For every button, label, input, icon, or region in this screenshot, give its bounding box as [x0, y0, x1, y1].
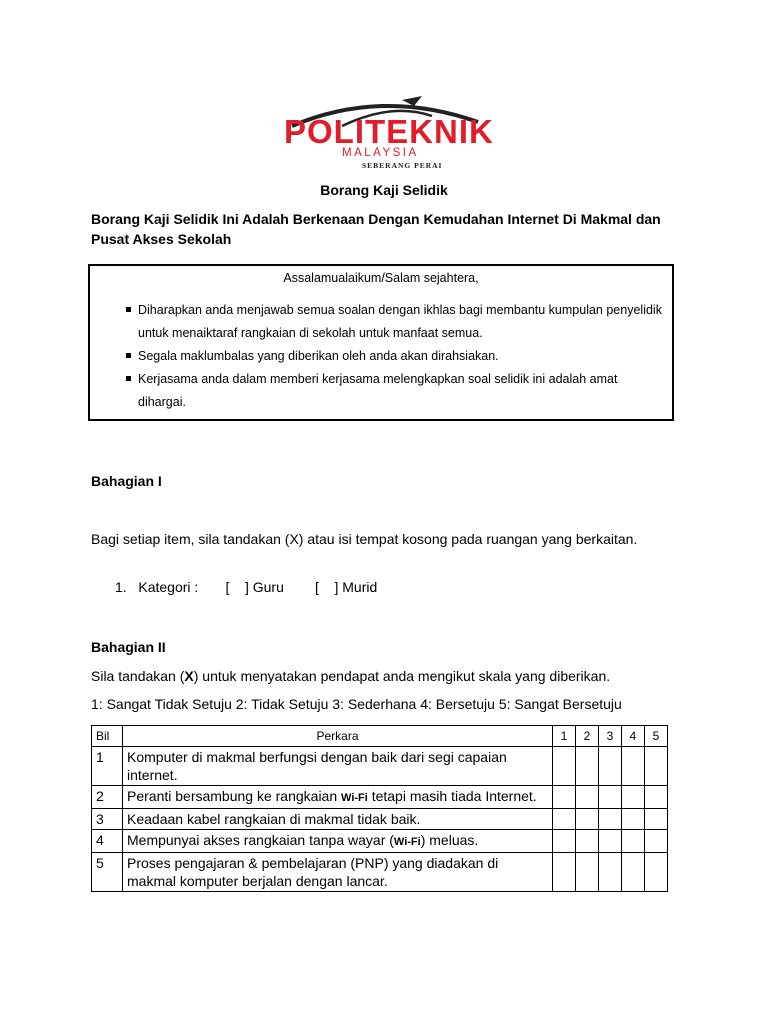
row-statement — [123, 786, 553, 809]
rating-cell[interactable] — [576, 853, 599, 892]
wifi-term: Wi-Fi — [341, 792, 368, 804]
rating-cell[interactable] — [553, 786, 576, 809]
intro-bullet-text: Segala maklumbalas yang diberikan oleh anda akan dirahsiakan. — [138, 349, 499, 363]
rating-cell[interactable] — [599, 830, 622, 853]
statement-text: Mempunyai akses rangkaian tanpa wayar ( — [127, 832, 394, 848]
intro-bullet — [114, 368, 666, 414]
instruction-mark: X — [184, 668, 194, 684]
logo-campus-text: SEBERANG PERAI — [362, 161, 443, 170]
bullet-marker-icon — [126, 307, 131, 312]
row-number: 3 — [92, 809, 123, 830]
rating-cell[interactable] — [645, 830, 668, 853]
header-scale-2: 2 — [576, 726, 599, 747]
question-number: 1. — [115, 579, 127, 595]
table-header-row — [92, 726, 668, 747]
table-row — [92, 747, 668, 786]
rating-cell[interactable] — [622, 830, 645, 853]
intro-bullet-text: Kerjasama anda dalam memberi kerjasama melengkapkan soal selidik ini adalah amat dihargai. — [138, 372, 618, 409]
row-number: 2 — [92, 786, 123, 809]
rating-cell[interactable] — [622, 786, 645, 809]
bullet-marker-icon — [126, 353, 131, 358]
rating-cell[interactable] — [599, 853, 622, 892]
row-number: 5 — [92, 853, 123, 892]
intro-bullet — [114, 299, 666, 345]
option-guru-checkbox[interactable]: [ ] Guru — [225, 579, 284, 595]
statement-text: ) meluas. — [420, 832, 479, 848]
rating-cell[interactable] — [645, 853, 668, 892]
rating-cell[interactable] — [645, 809, 668, 830]
form-title: Borang Kaji Selidik — [320, 182, 448, 198]
rating-cell[interactable] — [553, 830, 576, 853]
row-number: 4 — [92, 830, 123, 853]
politeknik-logo — [282, 92, 494, 172]
rating-cell[interactable] — [645, 786, 668, 809]
row-statement: Keadaan kabel rangkaian di makmal tidak baik. — [123, 809, 553, 830]
logo-brand-text: POLITEKNIK — [284, 113, 494, 150]
rating-cell[interactable] — [622, 747, 645, 786]
header-scale-3: 3 — [599, 726, 622, 747]
rating-cell[interactable] — [622, 809, 645, 830]
wifi-term: Wi-Fi — [393, 836, 421, 848]
rating-scale-legend: 1: Sangat Tidak Setuju 2: Tidak Setuju 3: Sederhana 4: Bersetuju 5: Sangat Bersetuju — [91, 696, 622, 712]
intro-bullet — [114, 345, 666, 368]
header-scale-1: 1 — [553, 726, 576, 747]
statement-text: tetapi masih tiada Internet. — [367, 788, 537, 804]
form-subtitle: Borang Kaji Selidik Ini Adalah Berkenaan Dengan Kemudahan Internet Di Makmal dan Pusat Akses Sekolah — [91, 211, 661, 247]
rating-table — [91, 725, 668, 892]
instruction-text-post: ) untuk menyatakan pendapat anda mengikut skala yang diberikan. — [193, 668, 611, 684]
section1-title: Bahagian I — [91, 473, 162, 489]
table-row — [92, 786, 668, 809]
section2-title: Bahagian II — [91, 639, 166, 655]
rating-cell[interactable] — [576, 809, 599, 830]
table-row — [92, 809, 668, 830]
header-perkara: Perkara — [123, 726, 553, 747]
rating-cell[interactable] — [645, 747, 668, 786]
rating-cell[interactable] — [599, 786, 622, 809]
table-row — [92, 830, 668, 853]
header-bil: Bil — [92, 726, 123, 747]
intro-bullet-text: Diharapkan anda menjawab semua soalan dengan ikhlas bagi membantu kumpulan penyelidik untuk menaiktaraf rangkaian di sekolah untuk manfaat semua. — [138, 303, 662, 340]
rating-cell[interactable] — [576, 786, 599, 809]
greeting-text: Assalamualaikum/Salam sejahtera, — [283, 271, 479, 285]
section1-instruction: Bagi setiap item, sila tandakan (X) atau isi tempat kosong pada ruangan yang berkaitan. — [91, 531, 638, 547]
bullet-marker-icon — [126, 376, 131, 381]
rating-cell[interactable] — [553, 809, 576, 830]
rating-cell[interactable] — [599, 809, 622, 830]
option-murid-checkbox[interactable]: [ ] Murid — [315, 579, 378, 595]
header-scale-5: 5 — [645, 726, 668, 747]
intro-box — [88, 264, 674, 421]
rating-cell[interactable] — [576, 747, 599, 786]
row-statement: Komputer di makmal berfungsi dengan baik dari segi capaian internet. — [123, 747, 553, 786]
section2-instruction — [91, 668, 610, 684]
logo-country-text: MALAYSIA — [342, 147, 419, 159]
instruction-text-pre: Sila tandakan ( — [91, 668, 185, 684]
rating-cell[interactable] — [576, 830, 599, 853]
row-statement: Proses pengajaran & pembelajaran (PNP) yang diadakan di makmal komputer berjalan dengan lancar. — [123, 853, 553, 892]
rating-cell[interactable] — [599, 747, 622, 786]
row-statement — [123, 830, 553, 853]
header-scale-4: 4 — [622, 726, 645, 747]
statement-text: Peranti bersambung ke rangkaian — [127, 788, 342, 804]
rating-cell[interactable] — [553, 853, 576, 892]
category-question — [115, 579, 377, 595]
row-number: 1 — [92, 747, 123, 786]
question-label: Kategori : — [138, 579, 199, 595]
rating-cell[interactable] — [622, 853, 645, 892]
table-row — [92, 853, 668, 892]
rating-cell[interactable] — [553, 747, 576, 786]
